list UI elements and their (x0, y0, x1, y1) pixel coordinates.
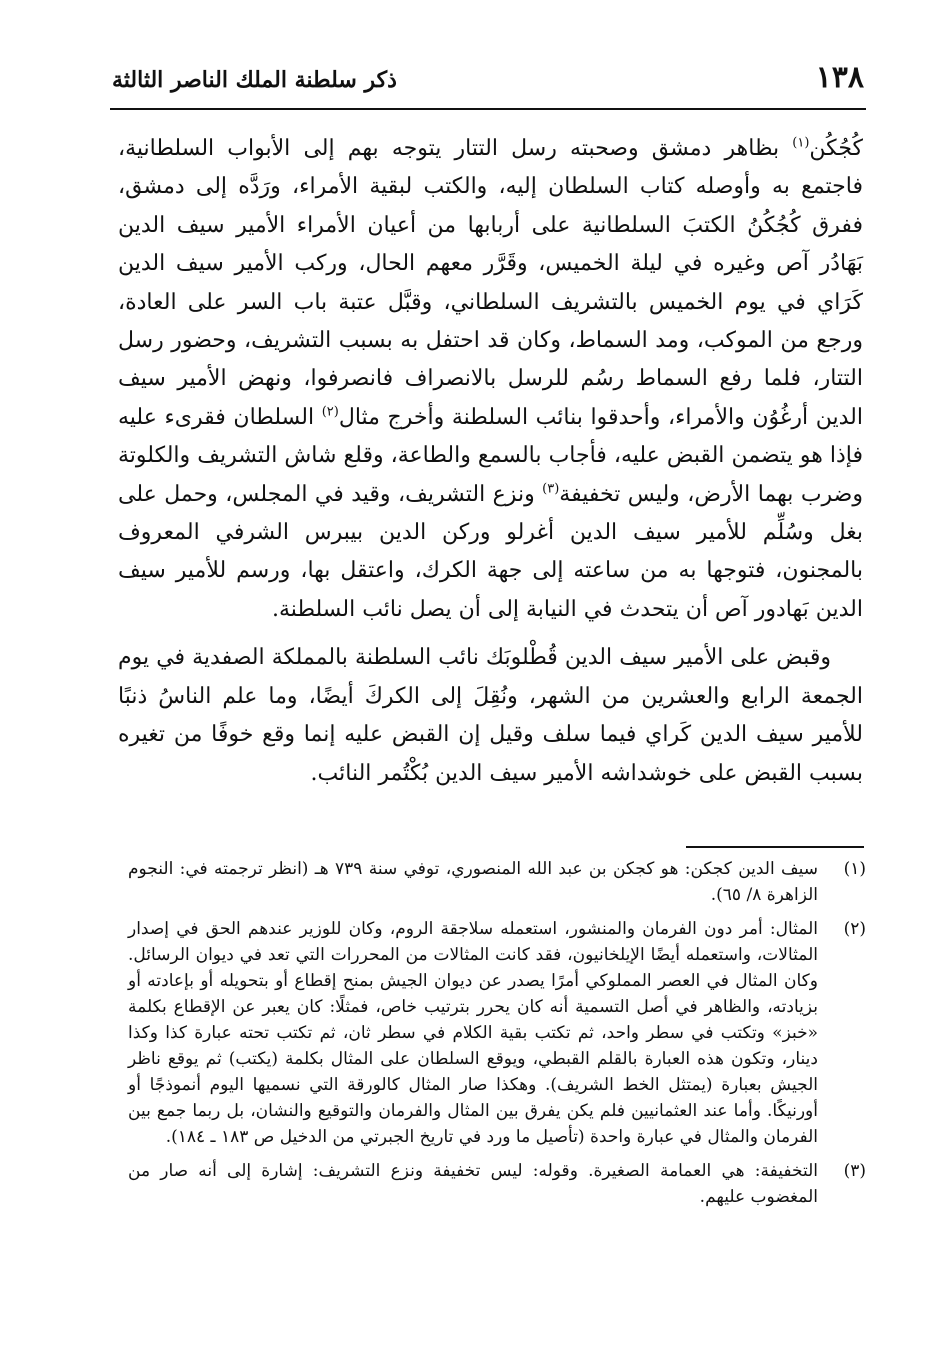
footnote-divider (686, 846, 864, 848)
footnote-3 (128, 1158, 866, 1210)
paragraph-1-text: السلطان فقرىء عليه فإذا هو يتضمن القبض عليه، فأجاب بالسمع والطاعة، وقلع شاش التشريف والكلوتة وضرب بهما الأرض، وليس تخفيفة (118, 404, 863, 507)
page-header (112, 58, 864, 104)
footnote-text: التخفيفة: هي العمامة الصغيرة. وقوله: ليس تخفيفة ونزع التشريف: إشارة إلى أنه صار من المغضوب عليهم. (128, 1161, 818, 1207)
footnote-ref-2[interactable]: (٢) (321, 404, 339, 420)
footnote-number: (١) (843, 859, 866, 879)
running-head: ذكر سلطنة الملك الناصر الثالثة (112, 67, 397, 93)
footnote-number: (٢) (843, 919, 866, 939)
paragraph-1-text: بظاهر دمشق وصحبته رسل التتار يتوجه بهم إلى الأبواب السلطانية، فاجتمع به وأوصله كتاب السلطان إليه، والكتب لبقية الأمراء، ورَدَّه إلى دمشق، ففرق كُجُكُنُ الكتبَ السلطانية على أربابها من أعيان الأمراء الأمير سيف الدين بَهَادُر آص وغيره في ليلة الخميس، وقَرَّر معهم الحال، وركب الأمير سيف الدين كَرَاي في يوم الخميس بالتشريف السلطاني، وقبَّل عتبة باب السر على العادة، ورجع من الموكب، ومد السماط، وكان قد احتفل به بسبب التشريف، وحضور رسل التتار، فلما رفع السماط رسُم للرسل بالانصراف فانصرفوا، ونهض الأمير سيف الدين أرغُوُن والأمراء، وأحدقوا بنائب السلطنة وأخرج مثال (118, 136, 863, 430)
main-text (118, 130, 863, 793)
footnote-2 (128, 916, 866, 1150)
footnote-number: (٣) (843, 1161, 866, 1181)
footnote-text: سيف الدين كجكن: هو كجكن بن عبد الله المنصوري، توفي سنة ٧٣٩ هـ (انظر ترجمته في: النجوم الزاهرة ٨/ ٦٥). (128, 859, 818, 905)
page-number: ١٣٨ (815, 60, 864, 95)
footnote-ref-3[interactable]: (٣) (542, 481, 560, 497)
paragraph-1-text: ونزع التشريف، وقيد في المجلس، وحمل على بغل وسُلِّم للأمير سيف الدين أغرلو وركن الدين بيبرس الشرفي المعروف بالمجنون، فتوجها به من ساعته إلى جهة الكرك، واعتقل بها، ورسم للأمير سيف الدين بَهادور آص أن يتحدث في النيابة إلى أن يصل نائب السلطنة. (118, 481, 863, 622)
header-divider (110, 108, 866, 110)
footnote-text: المثال: أمر دون الفرمان والمنشور، استعمله سلاجقة الروم، وكان للوزير عندهم الحق في إصدار المثالات، واستعمله أيضًا الإيلخانيون، فقد كانت المثالات من المحررات التي تعد في ديوان الرسائل. وكان المثال في العصر المملوكي أمرًا يصدر عن ديوان الجيش بمنح إقطاع أو بتحويله أو بإعادته أو بزيادته، والظاهر في أصل التسمية أنه كان يحرر بترتيب خاص، فمثلًا: كان يعبر عن الإقطاع بكلمة «خبز» وتكتب في سطر واحد، ثم تكتب بقية الكلام في سطر ثان، ثم تكتب تحته عبارة كذا وكذا دينار، وتكون هذه العبارة بالقلم القبطي، ويوقع السلطان على المثال بكلمة (يكتب) ثم يوقع ناظر الجيش بعبارة (يمتثل الخط الشريف). وهكذا صار المثال كالورقة التي نسميها اليوم أنموذجًا أو أورنيكًا. وأما عند العثمانيين فلم يكن يفرق بين المثال والفرمان والتوقيع والنشان، بل ربما جمع بين الفرمان والمثال في عبارة واحدة (تأصيل ما ورد في تاريخ الجبرتي من الدخيل ص ١٨٣ ـ ١٨٤). (128, 919, 818, 1147)
footnotes (128, 856, 866, 1218)
paragraph-2: وقبض على الأمير سيف الدين قُطْلوبَك نائب السلطنة بالمملكة الصفدية في يوم الجمعة الرابع والعشرين من الشهر، ونُقِلَ إلى الكركَ أيضًا، وما علم الناسُ ذنبًا للأمير سيف الدين كَراي فيما سلف وقيل إن القبض عليه إنما وقع خوفًا من تغيره بسبب القبض على خوشداشه الأمير سيف الدين بُكْتُمر النائب. (118, 645, 863, 786)
paragraph-1 (118, 130, 863, 629)
footnote-1 (128, 856, 866, 908)
footnote-ref-1[interactable]: (١) (792, 135, 810, 151)
paragraph-1-text: كُجُكُن (809, 136, 863, 161)
